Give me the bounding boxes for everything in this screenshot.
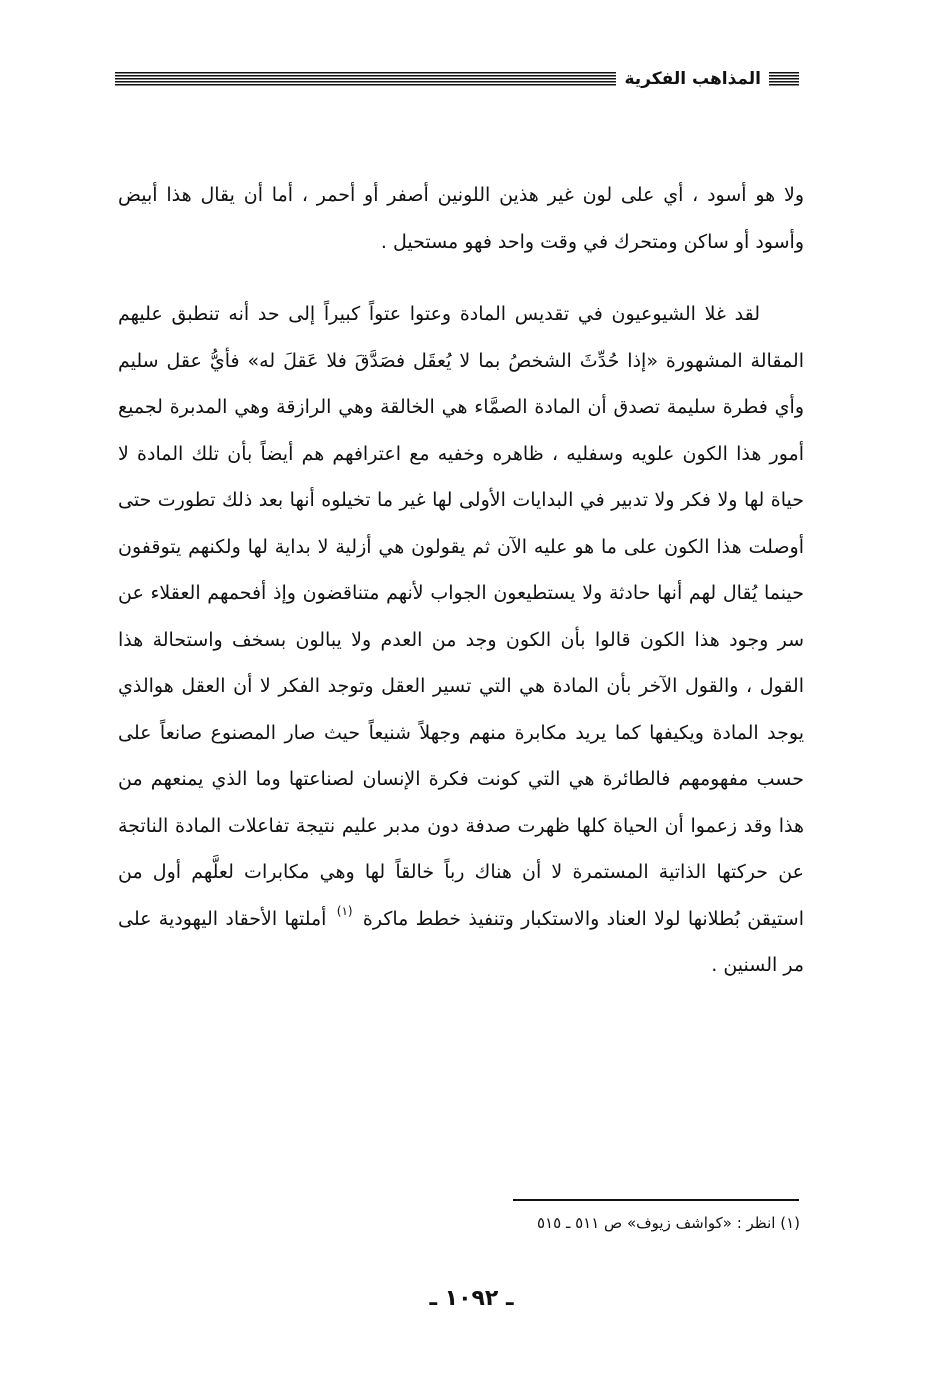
paragraph-2-main: لقد غلا الشيوعيون في تقديس المادة وعتوا عتواً كبيراً إلى حد أنه تنطبق عليهم المقالة المشهورة «إذا حُدِّثَ الشخصُ بما لا يُعقَل فصَدَّقَ فلا عَقلَ له» فأيُّ عقل سليم وأي فطرة سليمة تصدق أن المادة الصمَّاء هي الخالقة وهي الرازقة وهي المدبرة لجميع أمور هذا الكون علويه وسفليه ، ظاهره وخفيه مع اعترافهم هم أيضاً بأن تلك المادة لا حياة لها ولا فكر ولا تدبير في البدايات الأولى لها غير ما تخيلوه أنها بعد ذلك تطورت حتى أوصلت هذا الكون على ما هو عليه الآن ثم يقولون هي أزلية لا بداية لها ولكنهم يتوقفون حينما يُقال لهم أنها حادثة ولا يستطيعون الجواب لأنهم متناقضون وإذ أفحمهم العقلاء عن سر وجود هذا الكون قالوا بأن الكون وجد من العدم ولا يبالون بسخف واستحالة هذا القول ، والقول الآخر بأن المادة هي التي تسير العقل وتوجد الفكر لا أن العقل هوالذي يوجد المادة ويكيفها كما يريد مكابرة منهم وجهلاً شنيعاً حيث صار المصنوع صانعاً على حسب مفهومهم فالطائرة هي التي كونت فكرة الإنسان لصناعتها وما الذي يمنعهم من هذا وقد زعموا أن الحياة كلها ظهرت صدفة دون مدبر عليم نتيجة تفاعلات المادة الناتجة عن حركتها الذاتية المستمرة لا أن هناك رباً خالقاً لها وهي مكابرات لعلَّهم أول من استيقن بُطلانها لولا العناد والاستكبار وتنفيذ خطط ماكرة [118,303,804,930]
header-marker-lines [769,72,799,86]
header-title: المذاهب الفكرية [624,68,761,89]
page-number: ـ ١٠٩٢ ـ [429,1286,514,1311]
paragraph-2-end: أملتها الأحقاد اليهودية على مر السنين . [118,907,804,976]
footnote-reference[interactable]: (١) [336,903,353,918]
running-header [115,66,799,92]
paragraph-2 [118,291,804,989]
footnote-divider [513,1199,799,1201]
header-rule-lines [115,72,616,86]
paragraph-1: ولا هو أسود ، أي على لون غير هذين اللونين أصفر أو أحمر ، أما أن يقال هذا أبيض وأسود أو ساكن ومتحرك في وقت واحد فهو مستحيل . [118,184,804,253]
body-text [118,172,804,989]
footnote-text: (١) انظر : «كواشف زيوف» ص ٥١١ ـ ٥١٥ [537,1214,800,1232]
